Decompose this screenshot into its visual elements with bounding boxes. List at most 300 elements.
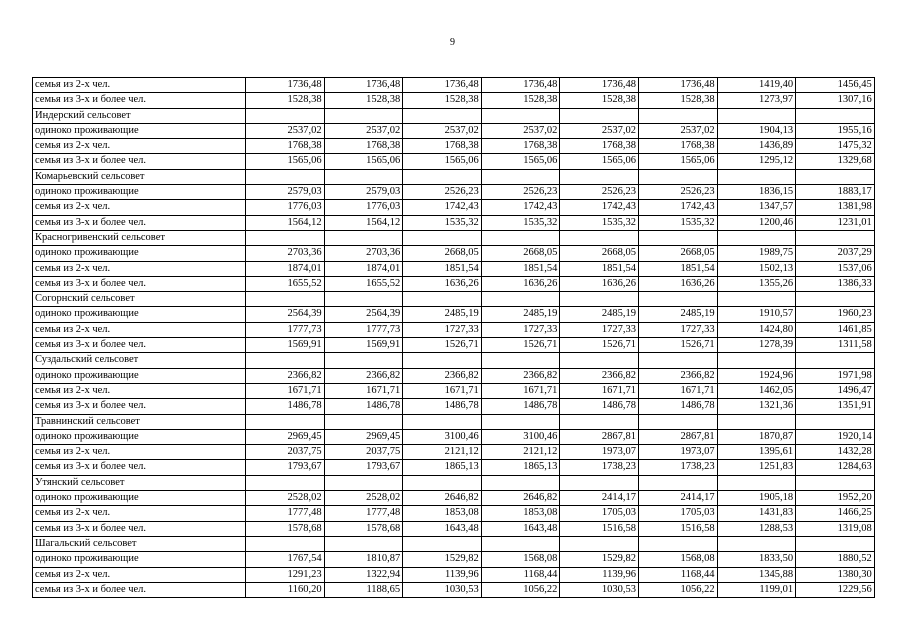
table-row [33,93,875,108]
section-header-row [33,292,875,307]
household-type-label: семья из 2-х чел. [33,78,246,93]
value-cell: 1973,07 [638,445,717,460]
value-cell: 1030,53 [560,582,639,597]
value-cell: 1636,26 [560,276,639,291]
value-cell: 2668,05 [638,246,717,261]
value-cell: 2537,02 [481,123,560,138]
household-type-label: семья из 3-х и более чел. [33,154,246,169]
value-cell: 1671,71 [246,383,325,398]
empty-cell [560,475,639,490]
value-cell: 1311,58 [796,338,875,353]
value-cell: 2528,02 [246,491,325,506]
empty-cell [403,169,482,184]
value-cell: 1569,91 [324,338,403,353]
value-cell: 1431,83 [717,506,796,521]
value-cell: 1529,82 [560,552,639,567]
value-cell: 1777,73 [324,322,403,337]
value-cell: 2366,82 [560,368,639,383]
value-cell: 1742,43 [481,200,560,215]
empty-cell [324,414,403,429]
value-cell: 1321,36 [717,399,796,414]
empty-cell [796,353,875,368]
value-cell: 1436,89 [717,139,796,154]
household-type-label: семья из 2-х чел. [33,139,246,154]
empty-cell [717,414,796,429]
empty-cell [717,108,796,123]
table-row [33,338,875,353]
value-cell: 1880,52 [796,552,875,567]
table-row [33,521,875,536]
household-type-label: семья из 3-х и более чел. [33,338,246,353]
value-cell: 1199,01 [717,582,796,597]
empty-cell [246,108,325,123]
section-header-row [33,169,875,184]
value-cell: 1231,01 [796,215,875,230]
empty-cell [481,292,560,307]
value-cell: 1380,30 [796,567,875,582]
empty-cell [246,414,325,429]
value-cell: 1836,15 [717,185,796,200]
value-cell: 1768,38 [638,139,717,154]
value-cell: 2485,19 [481,307,560,322]
value-cell: 1564,12 [246,215,325,230]
empty-cell [560,108,639,123]
empty-cell [403,230,482,245]
value-cell: 2703,36 [324,246,403,261]
value-cell: 1565,06 [560,154,639,169]
value-cell: 1319,08 [796,521,875,536]
value-cell: 1768,38 [246,139,325,154]
household-type-label: семья из 2-х чел. [33,200,246,215]
household-type-label: семья из 2-х чел. [33,383,246,398]
value-cell: 1671,71 [324,383,403,398]
value-cell: 1643,48 [481,521,560,536]
empty-cell [246,475,325,490]
empty-cell [560,169,639,184]
household-type-label: семья из 3-х и более чел. [33,460,246,475]
empty-cell [638,292,717,307]
table-row [33,261,875,276]
value-cell: 2703,36 [246,246,325,261]
empty-cell [324,230,403,245]
settlement-name: Согорнский сельсовет [33,292,246,307]
empty-cell [560,230,639,245]
settlement-name: Шагальский сельсовет [33,536,246,551]
empty-cell [403,353,482,368]
table-row [33,491,875,506]
value-cell: 2366,82 [638,368,717,383]
value-cell: 1736,48 [246,78,325,93]
value-cell: 1833,50 [717,552,796,567]
empty-cell [481,536,560,551]
value-cell: 1874,01 [246,261,325,276]
household-type-label: семья из 2-х чел. [33,322,246,337]
value-cell: 2414,17 [560,491,639,506]
empty-cell [481,353,560,368]
empty-cell [246,230,325,245]
value-cell: 1056,22 [638,582,717,597]
empty-cell [717,475,796,490]
value-cell: 1535,32 [560,215,639,230]
empty-cell [796,414,875,429]
value-cell: 1526,71 [403,338,482,353]
table-row [33,582,875,597]
household-type-label: одиноко проживающие [33,429,246,444]
value-cell: 1486,78 [638,399,717,414]
value-cell: 1960,23 [796,307,875,322]
empty-cell [638,536,717,551]
value-cell: 1569,91 [246,338,325,353]
value-cell: 1564,12 [324,215,403,230]
value-cell: 1496,47 [796,383,875,398]
value-cell: 2564,39 [246,307,325,322]
value-cell: 1742,43 [560,200,639,215]
value-cell: 2121,12 [403,445,482,460]
empty-cell [638,475,717,490]
value-cell: 2537,02 [403,123,482,138]
empty-cell [638,230,717,245]
value-cell: 1874,01 [324,261,403,276]
empty-cell [717,353,796,368]
value-cell: 1456,45 [796,78,875,93]
value-cell: 2867,81 [638,429,717,444]
table-row [33,215,875,230]
value-cell: 1347,57 [717,200,796,215]
value-cell: 1475,32 [796,139,875,154]
household-type-label: семья из 3-х и более чел. [33,582,246,597]
empty-cell [796,536,875,551]
value-cell: 1030,53 [403,582,482,597]
value-cell: 1705,03 [638,506,717,521]
value-cell: 1345,88 [717,567,796,582]
empty-cell [403,475,482,490]
table-row [33,322,875,337]
household-type-label: семья из 2-х чел. [33,506,246,521]
value-cell: 2526,23 [403,185,482,200]
value-cell: 1636,26 [481,276,560,291]
value-cell: 1529,82 [403,552,482,567]
table-row [33,154,875,169]
empty-cell [796,475,875,490]
value-cell: 1200,46 [717,215,796,230]
value-cell: 2537,02 [638,123,717,138]
empty-cell [796,169,875,184]
value-cell: 2668,05 [403,246,482,261]
empty-cell [796,292,875,307]
tariff-table [32,77,875,598]
table-row [33,383,875,398]
value-cell: 1905,18 [717,491,796,506]
value-cell: 1742,43 [638,200,717,215]
value-cell: 2485,19 [403,307,482,322]
value-cell: 1295,12 [717,154,796,169]
household-type-label: семья из 2-х чел. [33,567,246,582]
value-cell: 1851,54 [481,261,560,276]
empty-cell [481,169,560,184]
section-header-row [33,108,875,123]
value-cell: 1777,48 [324,506,403,521]
value-cell: 1535,32 [481,215,560,230]
value-cell: 2526,23 [638,185,717,200]
empty-cell [796,108,875,123]
table-row [33,276,875,291]
value-cell: 1386,33 [796,276,875,291]
value-cell: 1486,78 [560,399,639,414]
table-row [33,139,875,154]
value-cell: 1727,33 [403,322,482,337]
value-cell: 1767,54 [246,552,325,567]
value-cell: 1528,38 [246,93,325,108]
empty-cell [403,108,482,123]
value-cell: 1528,38 [638,93,717,108]
value-cell: 2485,19 [638,307,717,322]
value-cell: 1989,75 [717,246,796,261]
value-cell: 1568,08 [638,552,717,567]
value-cell: 2969,45 [246,429,325,444]
value-cell: 1776,03 [246,200,325,215]
value-cell: 1736,48 [560,78,639,93]
value-cell: 1793,67 [246,460,325,475]
value-cell: 1329,68 [796,154,875,169]
empty-cell [560,292,639,307]
value-cell: 1727,33 [638,322,717,337]
value-cell: 3100,46 [481,429,560,444]
section-header-row [33,475,875,490]
value-cell: 1705,03 [560,506,639,521]
empty-cell [560,536,639,551]
value-cell: 1168,44 [638,567,717,582]
value-cell: 2037,29 [796,246,875,261]
value-cell: 2037,75 [246,445,325,460]
value-cell: 1535,32 [403,215,482,230]
empty-cell [324,353,403,368]
table-row [33,368,875,383]
value-cell: 1462,05 [717,383,796,398]
value-cell: 1322,94 [324,567,403,582]
value-cell: 1742,43 [403,200,482,215]
value-cell: 2485,19 [560,307,639,322]
value-cell: 2526,23 [560,185,639,200]
value-cell: 1910,57 [717,307,796,322]
empty-cell [481,414,560,429]
value-cell: 1853,08 [481,506,560,521]
value-cell: 1139,96 [560,567,639,582]
value-cell: 1853,08 [403,506,482,521]
empty-cell [403,414,482,429]
table-row [33,185,875,200]
value-cell: 1528,38 [324,93,403,108]
value-cell: 1738,23 [560,460,639,475]
value-cell: 2579,03 [246,185,325,200]
value-cell: 3100,46 [403,429,482,444]
value-cell: 1565,06 [246,154,325,169]
empty-cell [638,169,717,184]
value-cell: 1056,22 [481,582,560,597]
value-cell: 1535,32 [638,215,717,230]
value-cell: 1671,71 [638,383,717,398]
empty-cell [638,353,717,368]
value-cell: 1671,71 [403,383,482,398]
value-cell: 1924,96 [717,368,796,383]
value-cell: 2121,12 [481,445,560,460]
value-cell: 1636,26 [403,276,482,291]
value-cell: 1381,98 [796,200,875,215]
empty-cell [324,169,403,184]
value-cell: 1851,54 [403,261,482,276]
value-cell: 1727,33 [560,322,639,337]
value-cell: 1424,80 [717,322,796,337]
value-cell: 1952,20 [796,491,875,506]
empty-cell [481,230,560,245]
value-cell: 1736,48 [324,78,403,93]
table-row [33,246,875,261]
household-type-label: семья из 2-х чел. [33,445,246,460]
value-cell: 1768,38 [324,139,403,154]
household-type-label: семья из 3-х и более чел. [33,399,246,414]
value-cell: 1736,48 [481,78,560,93]
household-type-label: семья из 3-х и более чел. [33,276,246,291]
value-cell: 1160,20 [246,582,325,597]
empty-cell [246,169,325,184]
empty-cell [560,353,639,368]
household-type-label: одиноко проживающие [33,491,246,506]
value-cell: 1578,68 [246,521,325,536]
value-cell: 1810,87 [324,552,403,567]
section-header-row [33,536,875,551]
value-cell: 1355,26 [717,276,796,291]
table-row [33,552,875,567]
value-cell: 1307,16 [796,93,875,108]
table-row [33,506,875,521]
value-cell: 1528,38 [481,93,560,108]
value-cell: 1526,71 [638,338,717,353]
value-cell: 2867,81 [560,429,639,444]
value-cell: 1865,13 [403,460,482,475]
table-row [33,399,875,414]
empty-cell [246,353,325,368]
empty-cell [246,536,325,551]
value-cell: 1565,06 [403,154,482,169]
value-cell: 1738,23 [638,460,717,475]
empty-cell [481,475,560,490]
value-cell: 1736,48 [403,78,482,93]
empty-cell [717,169,796,184]
page-number: 9 [450,37,455,48]
value-cell: 2564,39 [324,307,403,322]
value-cell: 2646,82 [481,491,560,506]
table-row [33,429,875,444]
value-cell: 1793,67 [324,460,403,475]
household-type-label: одиноко проживающие [33,368,246,383]
value-cell: 1537,06 [796,261,875,276]
value-cell: 2537,02 [324,123,403,138]
value-cell: 1870,87 [717,429,796,444]
value-cell: 1486,78 [481,399,560,414]
value-cell: 1284,63 [796,460,875,475]
value-cell: 1251,83 [717,460,796,475]
empty-cell [638,414,717,429]
value-cell: 1736,48 [638,78,717,93]
value-cell: 1971,98 [796,368,875,383]
value-cell: 2579,03 [324,185,403,200]
value-cell: 2366,82 [403,368,482,383]
empty-cell [246,292,325,307]
value-cell: 1865,13 [481,460,560,475]
table-row [33,123,875,138]
value-cell: 1768,38 [481,139,560,154]
value-cell: 1229,56 [796,582,875,597]
table-row [33,460,875,475]
value-cell: 2537,02 [560,123,639,138]
value-cell: 1486,78 [324,399,403,414]
household-type-label: семья из 2-х чел. [33,261,246,276]
value-cell: 2366,82 [324,368,403,383]
value-cell: 1486,78 [403,399,482,414]
value-cell: 2528,02 [324,491,403,506]
value-cell: 1526,71 [481,338,560,353]
value-cell: 1671,71 [560,383,639,398]
value-cell: 1168,44 [481,567,560,582]
value-cell: 1643,48 [403,521,482,536]
settlement-name: Индерский сельсовет [33,108,246,123]
value-cell: 1139,96 [403,567,482,582]
value-cell: 1273,97 [717,93,796,108]
empty-cell [638,108,717,123]
empty-cell [324,108,403,123]
value-cell: 1777,48 [246,506,325,521]
value-cell: 1466,25 [796,506,875,521]
value-cell: 1432,28 [796,445,875,460]
settlement-name: Утянский сельсовет [33,475,246,490]
value-cell: 2526,23 [481,185,560,200]
settlement-name: Травнинский сельсовет [33,414,246,429]
value-cell: 1904,13 [717,123,796,138]
empty-cell [717,292,796,307]
value-cell: 1419,40 [717,78,796,93]
table-row [33,567,875,582]
value-cell: 2414,17 [638,491,717,506]
empty-cell [403,292,482,307]
value-cell: 1288,53 [717,521,796,536]
value-cell: 1851,54 [638,261,717,276]
value-cell: 1395,61 [717,445,796,460]
table-row [33,78,875,93]
household-type-label: семья из 3-х и более чел. [33,521,246,536]
table-row [33,200,875,215]
value-cell: 2969,45 [324,429,403,444]
value-cell: 1955,16 [796,123,875,138]
household-type-label: семья из 3-х и более чел. [33,215,246,230]
value-cell: 2537,02 [246,123,325,138]
empty-cell [717,536,796,551]
value-cell: 1776,03 [324,200,403,215]
value-cell: 1768,38 [560,139,639,154]
value-cell: 1727,33 [481,322,560,337]
value-cell: 1516,58 [638,521,717,536]
value-cell: 1636,26 [638,276,717,291]
value-cell: 1516,58 [560,521,639,536]
value-cell: 1486,78 [246,399,325,414]
value-cell: 1768,38 [403,139,482,154]
value-cell: 1655,52 [324,276,403,291]
value-cell: 1655,52 [246,276,325,291]
household-type-label: одиноко проживающие [33,123,246,138]
household-type-label: семья из 3-х и более чел. [33,93,246,108]
value-cell: 1568,08 [481,552,560,567]
table-row [33,307,875,322]
household-type-label: одиноко проживающие [33,307,246,322]
empty-cell [324,292,403,307]
